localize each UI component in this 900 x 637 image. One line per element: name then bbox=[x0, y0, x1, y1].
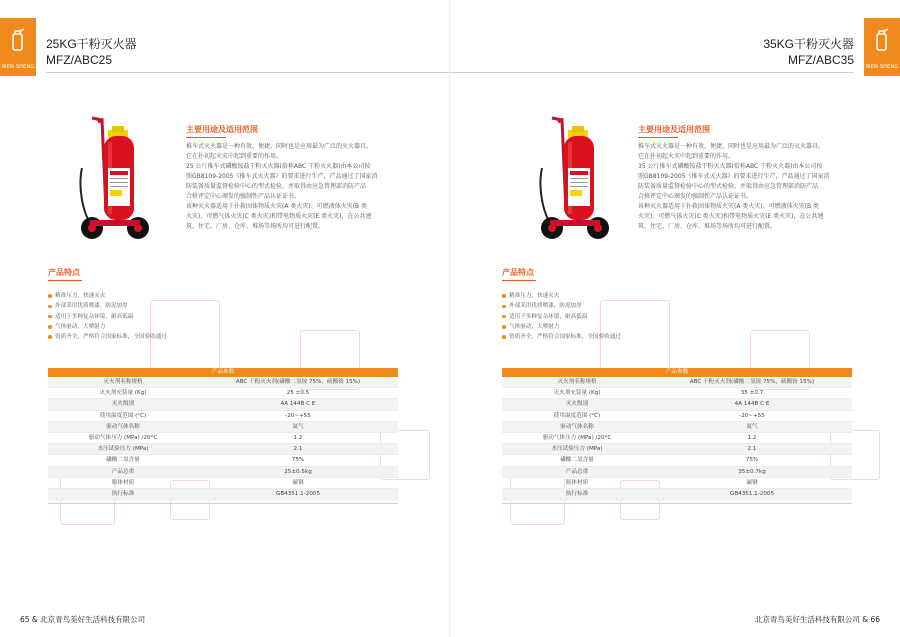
desc-line: 照GB8109-2005《推车式灭火器》的要求进行生产，产品通过了国家消 bbox=[638, 173, 830, 180]
param-value: 35 ±0.7 bbox=[652, 388, 852, 399]
table-row bbox=[48, 466, 398, 477]
table-row bbox=[502, 477, 852, 488]
usage-heading bbox=[186, 124, 258, 138]
fire-extinguisher-image bbox=[538, 116, 612, 244]
param-key: 灭火剂充装量 (Kg) bbox=[48, 388, 198, 399]
table-row bbox=[48, 433, 398, 444]
param-value: ABC 干粉灭火剂(磷酸二氢铵 75%，硫酸铵 15%) bbox=[652, 377, 852, 388]
desc-line: 合格评定中心颁发的强制性产品认证证书。 bbox=[638, 193, 753, 200]
features-list bbox=[48, 291, 167, 342]
desc-line: 35 公斤推车式磷酸铵盐干粉灭火器(俗称ABC 干粉灭火器)由本公司按 bbox=[638, 163, 823, 170]
table-row bbox=[48, 421, 398, 432]
param-key: 灭火剂名称规格 bbox=[502, 377, 652, 388]
feature-item: 外部采用优质喷漆，防泥加厚 bbox=[502, 301, 621, 311]
desc-line: 该种灭火器适用于扑救固体物质火灾(A 类火灾)、可燃液体火灾(B 类 bbox=[638, 203, 820, 210]
param-key: 灭火剂名称规格 bbox=[48, 377, 198, 388]
usage-heading-text: 主要用途及适用范围 bbox=[638, 125, 710, 134]
param-key: 灭火级别 bbox=[48, 399, 198, 410]
extinguisher-icon bbox=[873, 26, 891, 52]
feature-item: 外部采用优质喷漆，防泥加厚 bbox=[48, 301, 167, 311]
params-table bbox=[48, 368, 398, 504]
usage-heading bbox=[638, 124, 710, 138]
desc-line: 火灾)、可燃气体火灾(C 类火灾)和带电物质火灾(E 类火灾)，在公共建 bbox=[186, 213, 372, 220]
param-value: 氮气 bbox=[652, 421, 852, 432]
param-key: 磷酸二氢含量 bbox=[48, 455, 198, 466]
feature-item: 精准压力，快速灭火 bbox=[48, 291, 167, 301]
usage-description bbox=[186, 142, 401, 232]
params-table-header: 产品参数 bbox=[502, 368, 852, 377]
table-row bbox=[48, 477, 398, 488]
brand-tab-text: WEN SHENG bbox=[865, 64, 899, 70]
feature-item: 适用于多种复杂环境，耐高低温 bbox=[48, 312, 167, 322]
param-value: GB4351.1-2005 bbox=[198, 489, 398, 500]
table-row bbox=[502, 377, 852, 388]
param-value: 25 ±0.5 bbox=[198, 388, 398, 399]
desc-line: 它在扑初起火灾中起到重要的作用。 bbox=[638, 153, 735, 160]
param-value: 1.2 bbox=[652, 433, 852, 444]
heading-underline bbox=[48, 280, 82, 281]
param-value: 4A 144B C E bbox=[198, 399, 398, 410]
table-row bbox=[48, 388, 398, 399]
param-value: 氮气 bbox=[198, 421, 398, 432]
param-value: 4A 144B C E bbox=[652, 399, 852, 410]
desc-line: 该种灭火器适用于扑救固体物质火灾(A 类火灾)、可燃液体火灾(B 类 bbox=[186, 203, 368, 210]
table-row bbox=[502, 421, 852, 432]
desc-line: 火灾)、可燃气体火灾(C 类火灾)和带电物质火灾(E 类火灾)，在公共建 bbox=[638, 213, 824, 220]
param-key: 灭火级别 bbox=[502, 399, 652, 410]
page-footer: 65 & 北京青鸟美好生活科技有限公司 bbox=[20, 615, 146, 624]
param-key: 产品总重 bbox=[48, 466, 198, 477]
product-model: MFZ/ABC35 bbox=[787, 53, 854, 67]
param-key: 水压试验压力 (MPa) bbox=[502, 444, 652, 455]
param-key: 瓶体材质 bbox=[48, 477, 198, 488]
param-value: 35±0.7kg bbox=[652, 466, 852, 477]
table-row bbox=[502, 489, 852, 500]
feature-item: 资质齐全，严格符合国家标准，全国验收通过 bbox=[502, 332, 621, 342]
param-key: 使用温度范围 (°C) bbox=[502, 410, 652, 421]
param-value: -20~+55 bbox=[652, 410, 852, 421]
extinguisher-icon bbox=[9, 26, 27, 52]
table-row bbox=[48, 455, 398, 466]
feature-item: 气体驱动，大喷射力 bbox=[48, 322, 167, 332]
brand-tab-text: WEN SHENG bbox=[1, 64, 35, 70]
usage-description bbox=[638, 142, 853, 232]
param-key: 执行标准 bbox=[48, 489, 198, 500]
param-value: 碳钢 bbox=[198, 477, 398, 488]
param-value: GB4351.1-2005 bbox=[652, 489, 852, 500]
table-row bbox=[48, 377, 398, 388]
param-value: 25±0.5kg bbox=[198, 466, 398, 477]
param-value: 75% bbox=[652, 455, 852, 466]
param-value: -20~+55 bbox=[198, 410, 398, 421]
desc-line: 照GB8109-2005《推车式灭火器》的要求进行生产，产品通过了国家消 bbox=[186, 173, 378, 180]
header-divider bbox=[46, 72, 450, 73]
page-footer: 北京青鸟美好生活科技有限公司 & 66 bbox=[754, 615, 880, 624]
table-row bbox=[48, 489, 398, 500]
param-value: ABC 干粉灭火剂(磷酸二氢铵 75%，硫酸铵 15%) bbox=[198, 377, 398, 388]
features-heading bbox=[502, 267, 536, 281]
param-value: 1.2 bbox=[198, 433, 398, 444]
feature-item: 气体驱动，大喷射力 bbox=[502, 322, 621, 332]
header-divider bbox=[450, 72, 854, 73]
param-value: 75% bbox=[198, 455, 398, 466]
param-value: 碳钢 bbox=[652, 477, 852, 488]
param-key: 灭火剂充装量 (Kg) bbox=[502, 388, 652, 399]
table-row bbox=[502, 399, 852, 410]
features-heading-text: 产品特点 bbox=[502, 268, 534, 277]
desc-line: 合格评定中心颁发的强制性产品认证证书。 bbox=[186, 193, 301, 200]
heading-underline bbox=[186, 137, 226, 138]
desc-line: 推车式灭火器是一种有效、便捷，同时也是应用最为广泛的灭火器具。 bbox=[638, 143, 825, 150]
table-end-row bbox=[48, 500, 398, 504]
param-key: 水压试验压力 (MPa) bbox=[48, 444, 198, 455]
param-key: 瓶体材质 bbox=[502, 477, 652, 488]
table-row bbox=[502, 455, 852, 466]
param-value: 2.1 bbox=[198, 444, 398, 455]
table-row bbox=[502, 410, 852, 421]
brand-tab bbox=[864, 18, 900, 76]
heading-underline bbox=[502, 280, 536, 281]
right-page bbox=[450, 0, 900, 637]
table-row bbox=[48, 410, 398, 421]
feature-item: 精准压力，快速灭火 bbox=[502, 291, 621, 301]
param-value: 2.1 bbox=[652, 444, 852, 455]
product-title: 35KG干粉灭火器 bbox=[763, 37, 854, 51]
desc-line: 它在扑初起火灾中起到重要的作用。 bbox=[186, 153, 283, 160]
param-key: 驱动气体压力 (MPa) /20°C bbox=[502, 433, 652, 444]
page-title bbox=[763, 36, 854, 68]
table-row bbox=[502, 466, 852, 477]
page-title bbox=[46, 36, 137, 68]
param-key: 磷酸二氢含量 bbox=[502, 455, 652, 466]
desc-line: 防装备质量监督检验中心的型式检验，并取得由应急管理部消防产品 bbox=[638, 183, 819, 190]
feature-item: 适用于多种复杂环境，耐高低温 bbox=[502, 312, 621, 322]
params-table-header: 产品参数 bbox=[48, 368, 398, 377]
table-row bbox=[502, 444, 852, 455]
param-key: 驱动气体名称 bbox=[48, 421, 198, 432]
fire-extinguisher-image bbox=[78, 116, 152, 244]
desc-line: 推车式灭火器是一种有效、便捷，同时也是应用最为广泛的灭火器具。 bbox=[186, 143, 373, 150]
table-end-row bbox=[502, 500, 852, 504]
param-key: 驱动气体压力 (MPa) /20°C bbox=[48, 433, 198, 444]
features-heading bbox=[48, 267, 82, 281]
brand-tab bbox=[0, 18, 36, 76]
heading-underline bbox=[638, 137, 678, 138]
table-row bbox=[502, 433, 852, 444]
desc-line: 筑、住宅、厂房、仓库、堆场等场所均可进行配置。 bbox=[186, 223, 325, 230]
param-key: 执行标准 bbox=[502, 489, 652, 500]
table-row bbox=[48, 444, 398, 455]
features-list bbox=[502, 291, 621, 342]
params-table bbox=[502, 368, 852, 504]
features-heading-text: 产品特点 bbox=[48, 268, 80, 277]
product-model: MFZ/ABC25 bbox=[46, 53, 113, 67]
param-key: 产品总重 bbox=[502, 466, 652, 477]
product-title: 25KG干粉灭火器 bbox=[46, 37, 137, 51]
desc-line: 筑、住宅、厂房、仓库、堆场等场所均可进行配置。 bbox=[638, 223, 777, 230]
table-row bbox=[502, 388, 852, 399]
usage-heading-text: 主要用途及适用范围 bbox=[186, 125, 258, 134]
table-row bbox=[48, 399, 398, 410]
feature-item: 资质齐全，严格符合国家标准，全国验收通过 bbox=[48, 332, 167, 342]
param-key: 驱动气体名称 bbox=[502, 421, 652, 432]
param-key: 使用温度范围 (°C) bbox=[48, 410, 198, 421]
desc-line: 防装备质量监督检验中心的型式检验，并取得由应急管理部消防产品 bbox=[186, 183, 367, 190]
desc-line: 25 公斤推车式磷酸铵盐干粉灭火器(俗称ABC 干粉灭火器)由本公司按 bbox=[186, 163, 371, 170]
